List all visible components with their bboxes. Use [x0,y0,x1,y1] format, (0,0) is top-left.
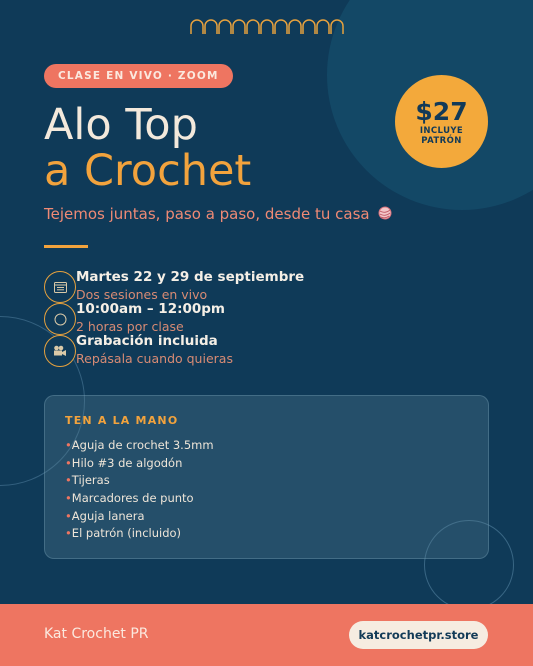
materials-list [65,437,214,543]
detail-subtitle: 2 horas por clase [76,319,184,334]
detail-row-recording [44,335,364,367]
calendar-icon [44,271,76,303]
yarn-ball-icon [378,206,392,220]
brand-name: Kat Crochet PR [44,626,149,642]
materials-title: TEN A LA MANO [65,414,179,427]
title-line-1: Alo Top [44,100,198,150]
scallop-ornament-icon [189,16,345,36]
materials-card [44,395,489,559]
clock-icon [44,303,76,335]
divider [44,245,88,248]
detail-row-time [44,303,364,335]
subtitle-text: Tejemos juntas, paso a paso, desde tu casa [44,205,370,223]
detail-subtitle: Dos sesiones en vivo [76,287,208,302]
detail-title: Grabación incluida [76,333,218,349]
detail-subtitle: Repásala cuando quieras [76,351,233,366]
price: $27 [415,96,468,126]
detail-row-date [44,271,364,303]
list-item: •Aguja lanera [65,508,145,523]
store-link[interactable]: katcrochetpr.store [349,621,488,649]
list-item: •Aguja de crochet 3.5mm [65,438,214,452]
price-note: INCLUYE PATRÓN [419,125,464,146]
list-item: •El patrón (incluido) [65,526,182,541]
list-item: •Marcadores de punto [65,491,194,506]
subtitle [44,205,392,223]
video-camera-icon [44,335,76,367]
detail-title: 10:00am – 12:00pm [76,301,226,317]
price-badge [395,75,488,168]
title-line-2: a Crochet [44,146,252,196]
event-tag: CLASE EN VIVO · ZOOM [44,64,233,88]
detail-title: Martes 22 y 29 de septiembre [76,269,305,285]
list-item: •Tijeras [65,473,110,488]
footer [0,604,533,666]
list-item: •Hilo #3 de algodón [65,455,183,470]
